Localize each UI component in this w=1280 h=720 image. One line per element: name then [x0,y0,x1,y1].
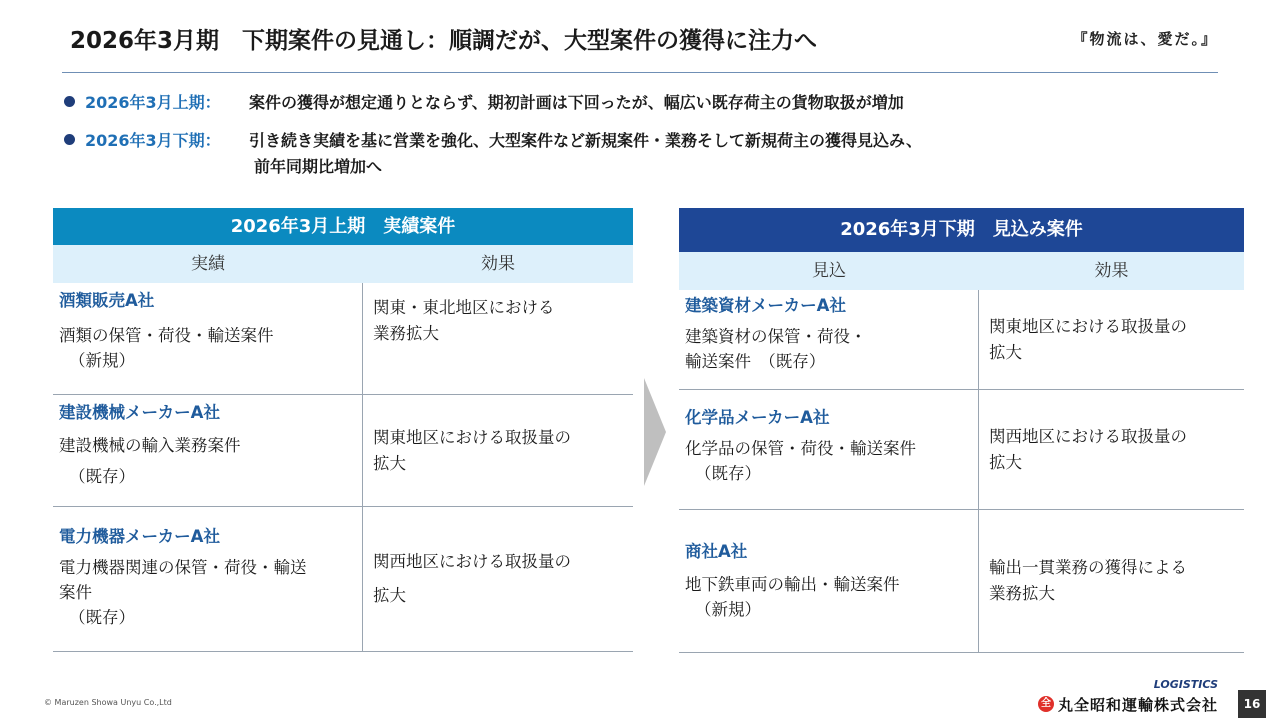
effect-line: 関東地区における取扱量の [373,427,571,447]
bullet-dot-icon [64,96,75,107]
effect-text [373,549,571,609]
case-description-cont: 輸送案件 （既存） [685,352,826,371]
case-description: 地下鉄車両の輸出・輸送案件 [685,575,900,594]
company-mark-icon: 全 [1038,696,1054,712]
title-divider [62,72,1218,73]
effect-text [373,295,555,347]
case-description: 酒類の保管・荷役・輸送案件 [59,326,274,345]
company-name: 建築資材メーカーA社 [685,296,846,315]
page-title: 2026年3月期 下期案件の見通し：順調だが、大型案件の獲得に注力へ [70,28,818,54]
company-name: 酒類販売A社 [59,291,155,310]
effect-line: 輸出一貫業務の獲得による [989,558,1187,577]
bullet-term: 2026年3月上期： [85,93,221,112]
bullet-term: 2026年3月下期： [85,131,221,150]
effect-line: 関東地区における取扱量の [989,316,1187,336]
table-row [53,507,633,652]
case-status: （既存） [695,464,761,483]
slogan: 『物流は、愛だ。』 [1072,30,1218,48]
col-header-results: 実績 [191,254,225,274]
results-table-header: 2026年3月上期 実績案件 [53,208,633,245]
bullet-text: 案件の獲得が想定通りとならず、期初計画は下回ったが、幅広い既存荷主の貨物取扱が増加 [249,93,904,112]
effect-line: 拡大 [989,452,1022,472]
case-status: （既存） [69,608,135,627]
forecast-table-header: 2026年3月下期 見込み案件 [679,208,1244,252]
company-logo [1038,678,1220,714]
effect-line: 関西地区における取扱量の [989,426,1187,446]
case-status: （新規） [69,351,135,370]
col-header-effect: 効果 [1094,261,1129,281]
bullet-text-continued: 前年同期比増加へ [254,157,383,176]
case-description: 建築資材の保管・荷役・ [685,327,867,346]
effect-line: 業務拡大 [989,584,1055,603]
copyright: © Maruzen Showa Unyu Co.,Ltd [44,698,172,707]
effect-text [989,314,1187,366]
company-name: 化学品メーカーA社 [685,408,830,427]
effect-line: 関西地区における取扱量の [373,552,571,571]
case-status: （既存） [69,467,135,486]
forecast-table [679,208,1244,653]
effect-text [373,425,571,477]
case-description: 電力機器関連の保管・荷役・輸送 [59,558,307,577]
arrow-right-icon [644,378,666,486]
results-table-subheader [53,245,633,283]
effect-line: 関東・東北地区における [373,298,555,317]
case-description-cont: 案件 [59,583,92,602]
company-name: 丸全昭和運輸株式会社 [1058,696,1219,714]
company-name: 商社A社 [685,542,748,561]
effect-text [989,424,1187,476]
table-row [679,510,1244,653]
case-description: 建設機械の輸入業務案件 [59,436,241,455]
table-row [679,390,1244,510]
company-name: 建設機械メーカーA社 [59,403,220,422]
bullet-second-half [64,128,922,176]
table-row [53,283,633,395]
page-number: 16 [1238,690,1266,718]
company-name: 電力機器メーカーA社 [59,527,220,546]
bullet-text: 引き続き実績を基に営業を強化、大型案件など新規案件・業務そして新規荷主の獲得見込み、 [249,131,922,150]
case-description: 化学品の保管・荷役・輸送案件 [685,439,916,458]
table-row [53,395,633,507]
effect-text [989,555,1187,607]
effect-line: 拡大 [373,586,406,605]
logistics-logo-text: LOGISTICS [1153,678,1218,691]
effect-line: 拡大 [989,342,1022,362]
case-status: （新規） [695,600,761,619]
effect-line: 拡大 [373,453,406,473]
bullet-first-half [64,90,904,113]
results-table [53,208,633,652]
effect-line: 業務拡大 [373,324,439,343]
col-header-forecast: 見込 [812,261,846,281]
col-header-effect: 効果 [481,254,515,274]
bullet-dot-icon [64,134,75,145]
table-row [679,290,1244,390]
forecast-table-subheader [679,252,1244,290]
